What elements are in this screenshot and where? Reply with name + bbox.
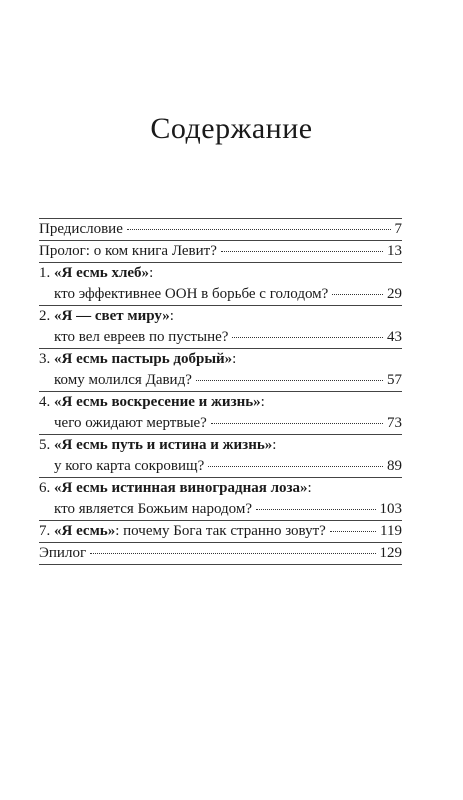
toc-chapter-title <box>39 435 402 456</box>
chapter-number: 4. <box>39 394 51 410</box>
toc-entry-label: Пролог: о ком книга Левит? <box>39 243 217 259</box>
chapter-number: 3. <box>39 351 51 367</box>
toc-entry-preface <box>39 219 402 240</box>
toc-page-number: 119 <box>380 523 402 539</box>
toc-entry-label: Предисловие <box>39 221 123 237</box>
chapter-title-bold: «Я есмь хлеб» <box>54 265 150 281</box>
toc-page-number: 7 <box>394 221 402 237</box>
chapter-subtitle: кто является Божьим народом? <box>54 501 253 517</box>
toc-chapter-subtitle <box>39 370 402 391</box>
chapter-title-bold: «Я есмь» <box>54 523 116 539</box>
chapter-title-tail: : <box>169 308 174 324</box>
toc-chapter-subtitle <box>39 284 402 305</box>
toc-page-number: 89 <box>387 458 402 474</box>
dot-leader <box>332 294 383 295</box>
toc-chapter-subtitle <box>39 327 402 348</box>
chapter-title-tail: : <box>232 351 237 367</box>
chapter-subtitle: кто вел евреев по пустыне? <box>54 329 229 345</box>
chapter-title-bold: «Я есмь пастырь добрый» <box>54 351 233 367</box>
chapter-subtitle: кому молился Давид? <box>54 372 192 388</box>
toc-page-number: 129 <box>379 545 402 561</box>
chapter-title-tail: : <box>260 394 265 410</box>
chapter-title-tail: : почему Бога так странно зовут? <box>115 523 326 539</box>
toc-page-number: 103 <box>379 501 402 517</box>
toc-entry-prologue <box>39 241 402 262</box>
dot-leader <box>127 229 391 230</box>
dot-leader <box>232 337 383 338</box>
chapter-title-bold: «Я есмь путь и истина и жизнь» <box>54 437 273 453</box>
dot-leader <box>208 466 383 467</box>
chapter-title-bold: «Я есмь истинная виноградная лоза» <box>54 480 308 496</box>
chapter-number: 1. <box>39 265 51 281</box>
chapter-number: 7. <box>39 523 51 539</box>
chapter-title-tail: : <box>307 480 312 496</box>
toc-chapter-subtitle <box>39 413 402 434</box>
toc-chapter-title <box>39 392 402 413</box>
toc-chapter-title <box>39 349 402 370</box>
dot-leader <box>256 509 375 510</box>
toc-page-number: 57 <box>387 372 402 388</box>
toc-chapter-subtitle <box>39 456 402 477</box>
chapter-title-bold: «Я — свет миру» <box>54 308 170 324</box>
chapter-number: 5. <box>39 437 51 453</box>
chapter-number: 6. <box>39 480 51 496</box>
toc-entry-epilogue <box>39 543 402 564</box>
divider <box>39 564 402 565</box>
dot-leader <box>90 553 375 554</box>
toc-chapter-title <box>39 263 402 284</box>
toc-page-number: 13 <box>387 243 402 259</box>
page-title: Содержание <box>150 112 313 145</box>
toc-chapter-subtitle <box>39 499 402 520</box>
toc-chapter-title <box>39 521 402 542</box>
toc-chapter-title <box>39 478 402 499</box>
chapter-subtitle: у кого карта сокровищ? <box>54 458 205 474</box>
chapter-title-bold: «Я есмь воскресение и жизнь» <box>54 394 261 410</box>
chapter-subtitle: чего ожидают мертвые? <box>54 415 207 431</box>
chapter-title-tail: : <box>149 265 154 281</box>
toc-chapter-title <box>39 306 402 327</box>
dot-leader <box>221 251 383 252</box>
dot-leader <box>330 531 376 532</box>
chapter-number: 2. <box>39 308 51 324</box>
dot-leader <box>196 380 383 381</box>
chapter-subtitle: кто эффективнее ООН в борьбе с голодом? <box>54 286 329 302</box>
table-of-contents <box>39 218 402 565</box>
toc-page-number: 29 <box>387 286 402 302</box>
toc-page-number: 73 <box>387 415 402 431</box>
chapter-title-tail: : <box>272 437 277 453</box>
toc-page-number: 43 <box>387 329 402 345</box>
toc-entry-label: Эпилог <box>39 545 87 561</box>
dot-leader <box>211 423 383 424</box>
